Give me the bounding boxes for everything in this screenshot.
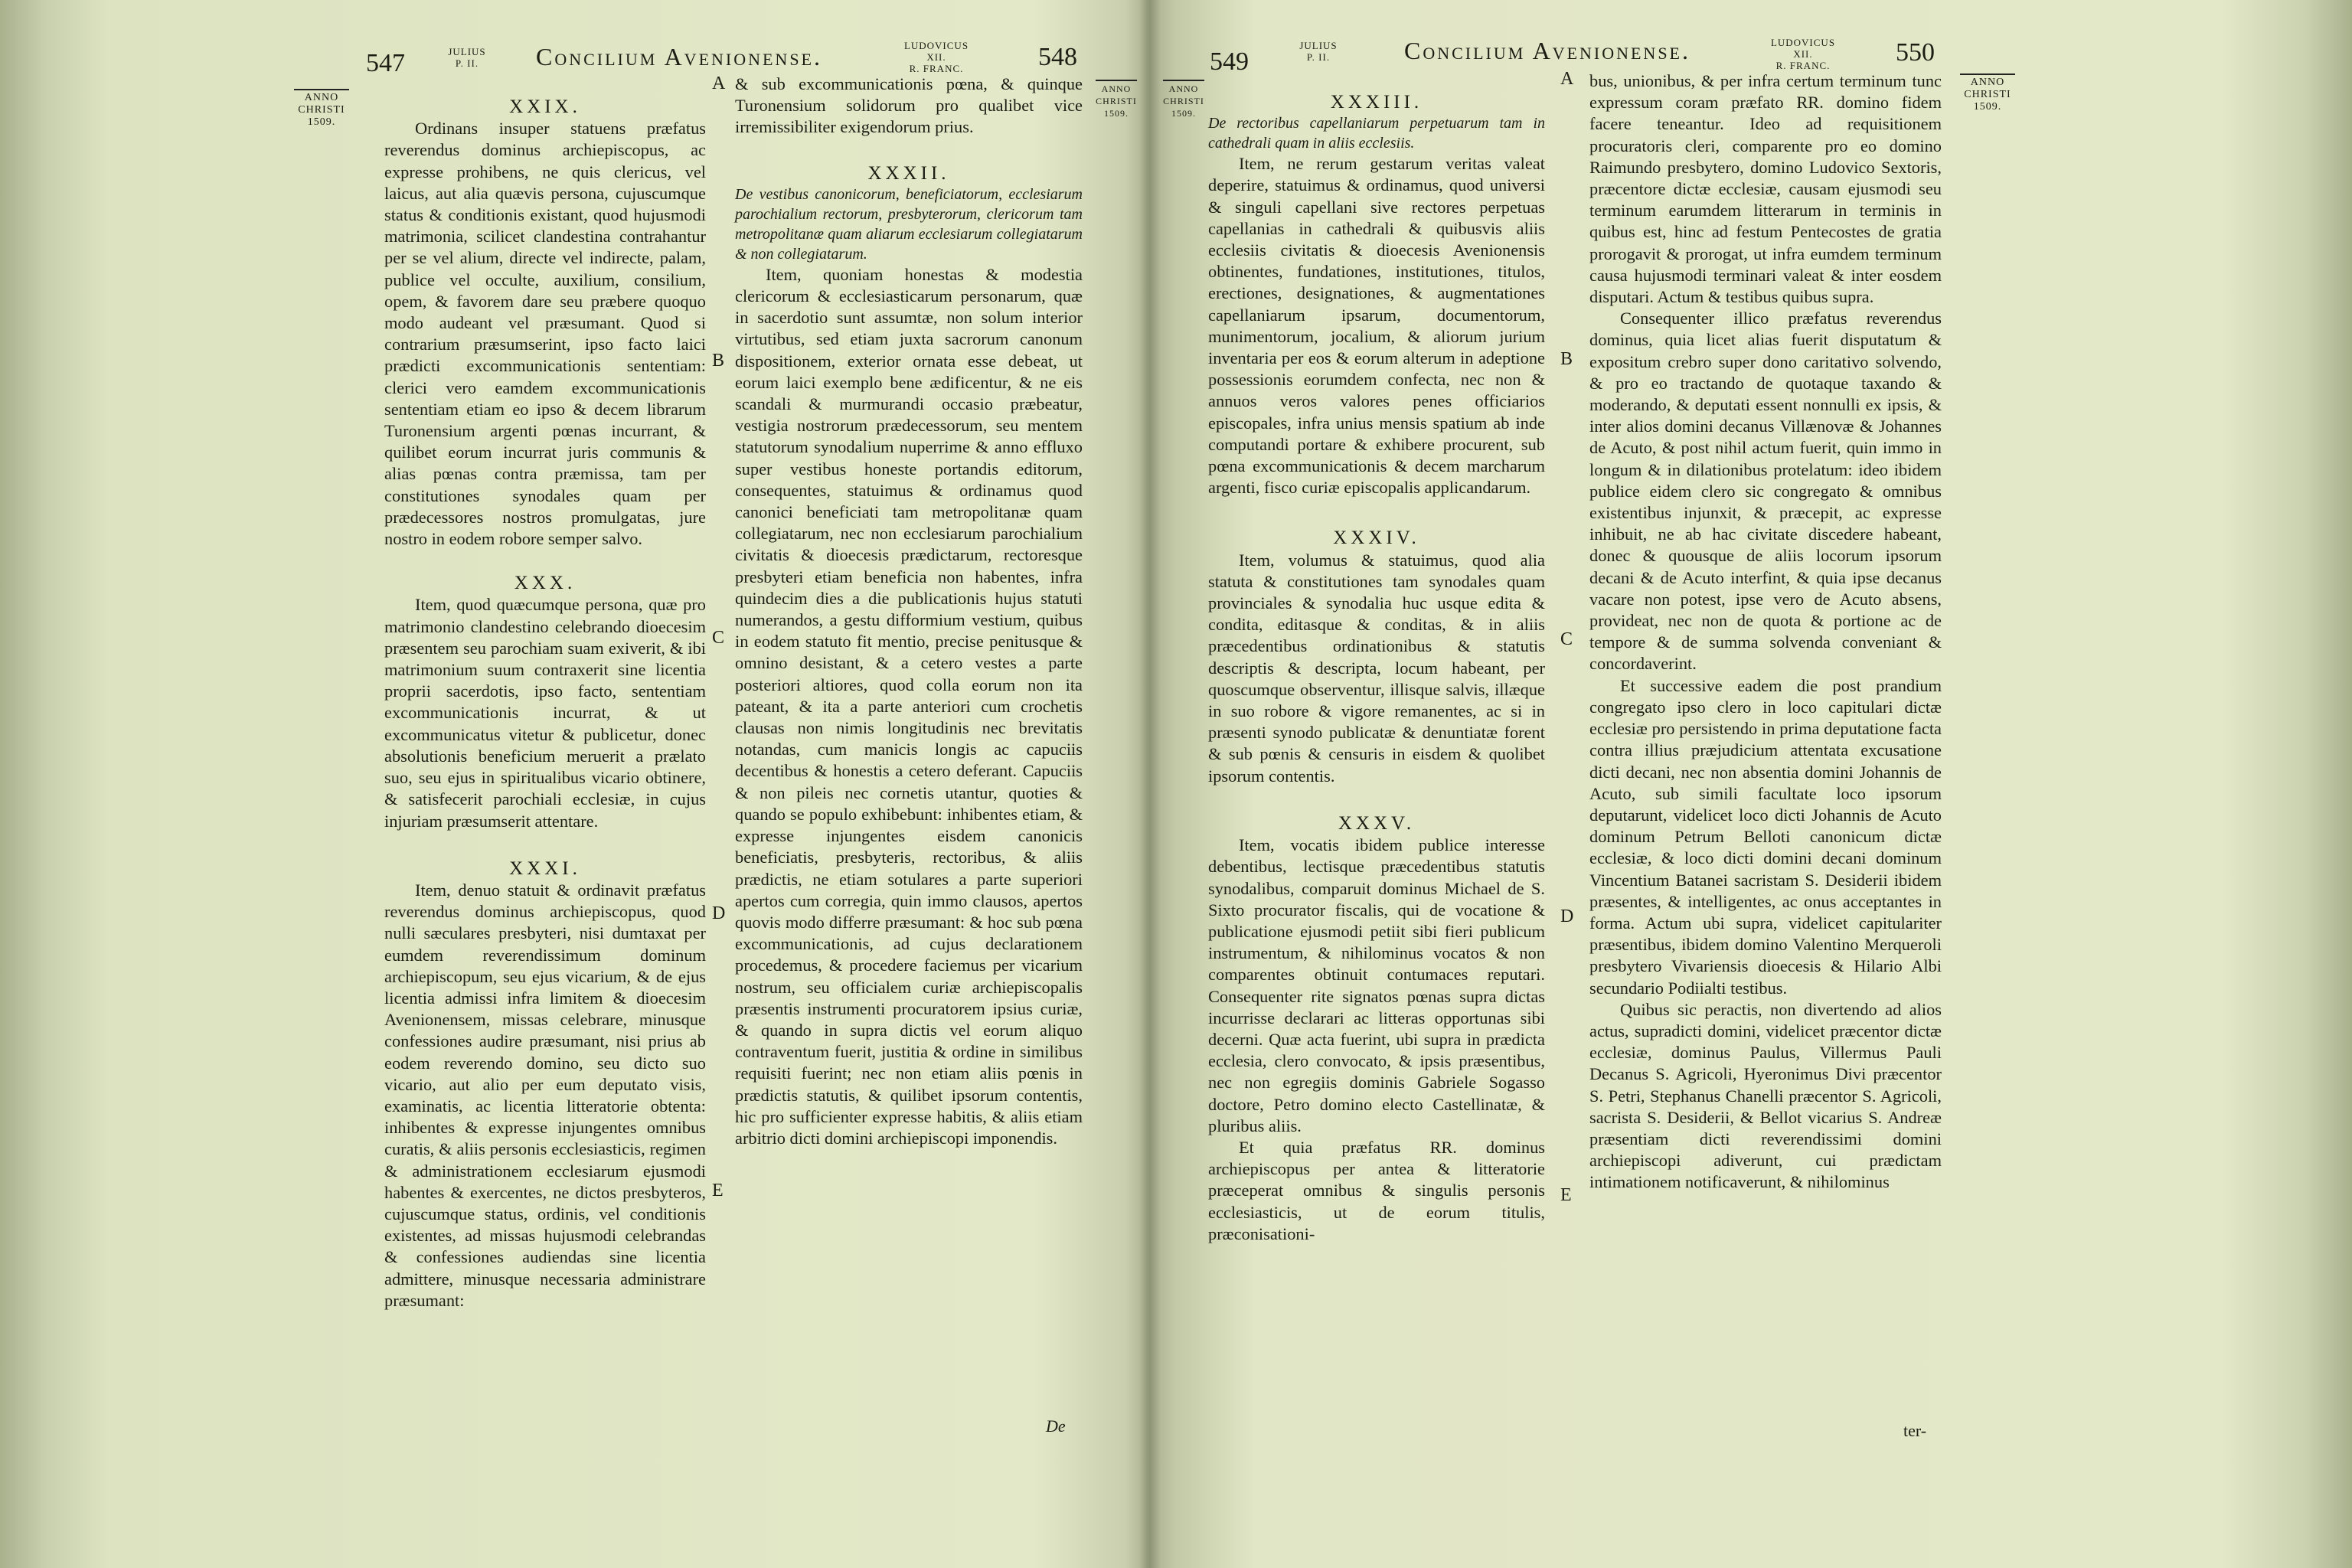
margin-letter: E: [712, 1181, 724, 1200]
section-heading: XXX.: [514, 573, 577, 594]
section-heading: XXXI.: [509, 858, 581, 879]
paragraph-continued: bus, unionibus, & per infra certum terminum tunc expressum coram præfato RR. domino fidem facere teneantur. Ideo ad requisitionem procuratoris cleri, comparente pro eo domino Raimundo presbytero, domino Ludovico Sextoris, præcentore dictæ ecclesiæ, causam ejusmodi seu terminum earumdem litterarum in terminis in quibus est, hinc ad festum Pentecostes de gratia prorogavit & prorogat, ut infra eumdem terminum causa hujusmodi terminari valeat & inter eosdem disputari. Actum & testibus quibus supra.: [1589, 71, 1942, 307]
paragraph: Item, quod quæcumque persona, quæ pro matrimonio clandestino celebrando dioecesim præsentem seu parochiam suam exiverit, & ibi matrimonium suum contraxerit sine licentia proprii sacerdotis, ipso facto, sententiam excommunicationis incurrat, & ut excommunicatus vitetur & publicetur, donec absolutionis beneficium meruerit a prælato suo, seu ejus in spiritualibus vicario obtinere, & satisfecerit parochiali ecclesiæ, in cujus injuriam præsumserit attentare.: [384, 595, 706, 831]
anno-rule: [1960, 74, 2015, 75]
header-pope-num: P. II.: [455, 57, 479, 69]
catchword: De: [1046, 1416, 1066, 1436]
margin-letter: B: [712, 351, 725, 371]
header-title: Concilium Avenionense.: [536, 43, 822, 70]
text-column-1: [384, 90, 706, 1312]
margin-letter: A: [712, 74, 726, 93]
anno-christi-note: [291, 89, 352, 129]
christi-label: CHRISTI: [1964, 89, 2011, 100]
section-rubric: De vestibus canonicorum, beneficiatorum, ecclesiarum parochialium rectorum, presbyterorum, clericorum tam metropolitanæ quam aliarum ecclesiarum collegiatarum & non collegiatarum.: [735, 185, 1083, 263]
header-pope-num: P. II.: [1306, 51, 1331, 63]
anno-christi-note: [1957, 74, 2018, 113]
header-king-name: LUDOVICUS XII.: [903, 40, 969, 63]
header-king-title: R. FRANC.: [909, 63, 964, 74]
page-number: 548: [1038, 43, 1077, 71]
margin-letter: D: [1560, 906, 1574, 926]
header-pope-name: JULIUS: [448, 46, 486, 57]
margin-letter: B: [1560, 349, 1573, 369]
anno-christi-note: [1093, 80, 1139, 119]
paragraph: Et successive eadem die post prandium congregato ipso clero in loco capitulari dictæ ecclesiæ pro persistendo in prima deputatione facta contra illius præjudicium attentata excusatione dicti decani, nec non absentia domini Johannis de Acuto, sub simili facultate loco ipsorum deputarunt, videlicet loco dicti Johannis de Acuto dominum Petrum Belloti canonicum dictæ ecclesiæ, & loco dicti domini decani dominum Vincentium Batanei sacristam S. Desiderii ibidem præsentes, & intelligentes, ac onus acceptantes in forma. Actum ubi supra, videlicet capitulariter præsentibus, ibidem domino Valentino Merqueroli presbytero Vivariensis dioecesis & Hilario Albi secundario Podiialti testibus.: [1589, 675, 1942, 998]
anno-year: 1509.: [307, 116, 336, 128]
paragraph: Item, volumus & statuimus, quod alia statuta & constitutiones tam synodales quam provinciales & synodalia huc usque edita & condita, editasque & conditas, & in aliis præcedentibus ordinationibus & statutis descriptis & descripta, locum habeant, per quoscumque observentur, illisque salvis, illæque in suo robore & vigore remanentes, ac si in præsenti synodo publicatæ & denuntiatæ forent & sub pœnis & censuris in eisdem & quolibet ipsorum contentis.: [1208, 550, 1545, 786]
christi-label: CHRISTI: [298, 104, 345, 116]
paragraph: Item, vocatis ibidem publice interesse debentibus, lectisque præcedentibus statutis synodalibus, comparuit dominus Michael de S. Sixto procurator fiscalis, qui de vocatione & publicatione ejusmodi petiit sibi fieri publicum instrumentum, & nihilominus vocatos & non comparentes obtinuit contumaces reputari. Consequenter rite signatos pœnas supra dictas incurrisse declarari ac litteras opportunas sibi decerni. Quæ acta fuerint, ubi supra in prædicta ecclesia, clero convocato, & ipsis præsentibus, nec non egregiis dominis Gabriele Sogasso doctore, Petro domino electo Castellinatæ, & pluribus aliis.: [1208, 835, 1545, 1135]
anno-year: 1509.: [1171, 108, 1196, 119]
header-pope-name: JULIUS: [1299, 40, 1338, 51]
christi-label: CHRISTI: [1096, 96, 1137, 106]
page-number: 547: [366, 49, 405, 77]
paragraph: Consequenter illico præfatus reverendus dominus, quia licet alias fuerit disputatum & expositum crebro super dono caritativo solvendo, & pro eo tractando de quotaque taxando & moderando, & deputati essent nonnulli ex ipsis, & inter alios domini decanus Villænovæ & Johannes de Acuto, & post nihil actum fuerit, quin immo in longum & in dilationibus protelatum: ideo ibidem publice eidem clero sic congregato & omnibus existentibus injunxit, & præcepit, ac expresse inhibuit, ne ab hac civitate discedere habeant, donec & quousque de aliis locorum ipsorum decani & de Acuto interfint, & quia ipse decanus vacare non potest, ipse vero de Acuto absens, provideat, nec non de quota & portione ac de tempore & de summa solvenda conveniant & concordaverint.: [1589, 309, 1942, 674]
header-pope: [444, 46, 490, 69]
anno-rule: [1163, 80, 1204, 81]
page-number: 549: [1210, 47, 1249, 76]
header-pope: [1295, 40, 1341, 63]
anno-label: ANNO: [1970, 77, 2005, 88]
anno-label: ANNO: [1168, 83, 1199, 94]
catchword: ter-: [1903, 1421, 1927, 1440]
margin-letter: A: [1560, 69, 1574, 89]
anno-year: 1509.: [1973, 101, 2002, 113]
header-king: [1761, 37, 1845, 71]
paragraph: Item, denuo statuit & ordinavit præfatus reverendus dominus archiepiscopus, quod nulli sæculares presbyteri, nisi dumtaxat per eumdem reverendissimum dominum archiepiscopum, seu ejus vicarium, & de ejus licentia admissi infra limitem & dioecesim Avenionensem, missas celebrare, minusque confessiones audire præsumant, nisi prius ab eodem reverendo domino, seu dicto suo vicario, aut alio per eum deputato visis, examinatis, ac licentia litteratorie obtenta: inhibentes & expresse injungentes omnibus curatis, & aliis personis ecclesiasticis, regimen & administrationem ecclesiarum ejusmodi habentes & exercentes, ne dictos presbyteros, cujuscumque status, ordinis, vel conditionis existentes, ad missas hujusmodi celebrandas & confessiones audiendas sine licentia admittere, minusque necessaria administrare præsumant:: [384, 880, 706, 1310]
header-title: Concilium Avenionense.: [1404, 37, 1690, 64]
header-king: [894, 40, 978, 74]
anno-year: 1509.: [1104, 108, 1129, 119]
paragraph: Ordinans insuper statuens præfatus reverendus dominus archiepiscopus, ac expresse prohibens, ne quis clericus, vel laicus, aut alia quævis persona, cujuscumque status & conditionis existant, quod hujusmodi matrimonia, scilicet clandestina contrahantur per se vel alium, directe vel indirecte, palam, publice vel occulte, auxilium, consilium, opem, & favorem dare seu præbere quoquo modo audeant vel præsumant. Quod si contrarium præsumserint, ipso facto laici prædicti excommunicationis sententiam: clerici vero eamdem excommunicationis sententiam etiam eo ipso & decem librarum Turonensium argenti pœnas incurrant, & quilibet eorum incurrat juris communis & alias pœnas contra præmissa, tam per constitutiones synodales quam per prædecessores nostros promulgatas, jure nostro in eodem robore semper salvo.: [384, 119, 706, 549]
book-gutter: [1139, 0, 1161, 1568]
text-column-2: [1589, 70, 1942, 1194]
margin-letter: C: [1560, 629, 1573, 649]
left-page: [0, 0, 1141, 1568]
paragraph: Quibus sic peractis, non divertendo ad alios actus, supradicti domini, videlicet præcentor dictæ ecclesiæ, dominus Paulus, Villermus Pauli Decanus S. Agricoli, Hyeronimus Divi præcentor S. Petri, Stephanus Chanelli præcentor S. Agricoli, sacrista S. Desiderii, & Bellot vicarius S. Andreæ præsentiam dicti reverendissimi domini archiepiscopi adiverunt, cui prædictam intimationem notificaverunt, & nihilominus: [1589, 999, 1942, 1192]
margin-letter: D: [712, 903, 726, 923]
margin-letter: C: [712, 628, 725, 648]
paragraph-continued: & sub excommunicationis pœna, & quinque Turonensium solidorum pro qualibet vice irremissibiliter exigendorum prius.: [735, 74, 1083, 137]
anno-label: ANNO: [1101, 83, 1132, 94]
anno-rule: [294, 89, 349, 90]
anno-rule: [1096, 80, 1137, 81]
paragraph: Item, quoniam honestas & modestia clericorum & ecclesiasticarum personarum, quæ in sacerdotio sunt assumtæ, non solum interior virtutibus, sed etiam juxta sacrorum canonum dispositionem, exterior ornata esse debeat, ut eorum laici exemplo bene ædificentur, & ne eis scandali & murmurandi occasio præbeatur, vestigia nostrorum prædecessorum, seu mentem statutorum synodalium nuperrime & anno effluxo super vestibus honeste portandis editorum, consequentes, statuimus & ordinamus quod canonici beneficiati tam metropolitanæ quam collegiatarum, nec non ecclesiarum parochialium civitatis & dioecesis prædictarum, rectoresque presbyteri etiam beneficia non habentes, infra quindecim dies a die publicationis hujus statuti numerandos, a gestu difformium vestium, quibus in eodem statuto fit mentio, precise penitusque & omnino desistant, & a cetero vestes a parte posteriori altiores, quod colla eorum non ita pateant, & ita a parte anteriori cum crochetis clausas non nimis longitudinis nec brevitatis notandas, cum manicis longis ac capuciis decentibus & honestis a cetero deferant. Capuciis & non pileis nec cornetis utantur, quoties & quando se populo exhibebunt: inhibentes etiam, & expresse injungentes eisdem canonicis beneficiatis, presbyteris, rectoribus, & aliis prædictis, ne etiam sotulares a parte superiori apertos cum corregia, quin immo clausos, apertos quovis modo differre præsumant: & hoc sub pœna excommunicationis, ad cujus declarationem procedemus, & procedere faciemus per vicarium nostrum, seu officialem curiæ archiepiscopalis præsentis instrumenti procuratorem ipsius curiæ, & quando in supra dictis vel eorum aliquo contraventum fuerit, justitia & ordine in similibus requisiti fuerint; nec non etiam aliis pœnis in prædictis statutis, & quilibet ipsorum contentis, hic pro sufficienter expresse habitis, & aliis etiam arbitrio dicti domini archiepiscopi imponendis.: [735, 264, 1083, 1148]
section-heading: XXXIV.: [1333, 528, 1420, 549]
right-page: [1161, 0, 2352, 1568]
anno-label: ANNO: [304, 92, 339, 103]
section-heading: XXXV.: [1338, 812, 1416, 834]
text-column-2: [735, 74, 1083, 1149]
section-rubric: De rectoribus capellaniarum perpetuarum tam in cathedrali quam in aliis ecclesiis.: [1208, 115, 1545, 152]
section-heading: XXIX.: [509, 96, 581, 117]
page-number: 550: [1896, 38, 1935, 67]
header-king-title: R. FRANC.: [1775, 60, 1831, 71]
anno-christi-note: [1161, 80, 1207, 119]
header-king-name: LUDOVICUS XII.: [1770, 37, 1836, 60]
paragraph: Et quia præfatus RR. dominus archiepiscopus per antea & litteratorie præceperat omnibus & singulis personis ecclesiasticis, ut de eorum titulis, præconisationi-: [1208, 1137, 1545, 1243]
christi-label: CHRISTI: [1163, 96, 1204, 106]
text-column-1: [1208, 86, 1545, 1245]
paragraph: Item, ne rerum gestarum veritas valeat deperire, statuimus & ordinamus, quod universi & singuli capellani sive rectores perpetuas capellanias in cathedrali & quibusvis aliis ecclesiis civitatis & dioecesis Avenionensis obtinentes, fundationes, institutiones, titulos, erectiones, designationes, & augmentationes capellaniarum ipsarum, documentorum, munimentorum, jocalium, & aliorum jurium inventaria per eos & eorum alterum in adeptione possessionis eorumdem confecta, nec non & annuos veros valores penes officiarios episcopales, infra unius mensis spatium ab inde computandi portare & exhibere procurent, sub pœna excommunicationis & decem marcharum argenti, fisco curiæ episcopalis applicandarum.: [1208, 154, 1545, 498]
section-heading: XXXII.: [867, 162, 950, 184]
section-heading: XXXIII.: [1330, 92, 1423, 113]
margin-letter: E: [1560, 1185, 1572, 1205]
